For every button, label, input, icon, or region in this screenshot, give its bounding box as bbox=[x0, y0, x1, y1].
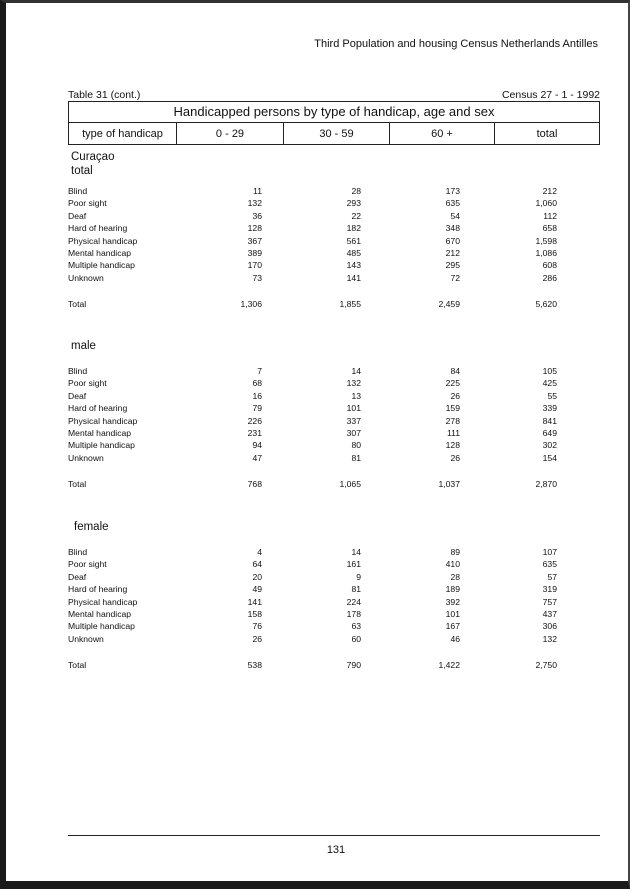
cell-value: 81 bbox=[351, 584, 361, 595]
cell-value: 47 bbox=[252, 452, 262, 463]
cell-value: 182 bbox=[346, 223, 361, 234]
row-label: Physical handicap bbox=[68, 415, 138, 426]
row-label: Multiple handicap bbox=[68, 260, 135, 271]
cell-value: 635 bbox=[445, 198, 460, 209]
row-label: Unknown bbox=[68, 633, 104, 644]
cell-value: 79 bbox=[252, 403, 262, 414]
cell-value: 437 bbox=[542, 608, 557, 619]
cell-value: 367 bbox=[247, 235, 262, 246]
cell-value: 339 bbox=[542, 403, 557, 414]
total-row bbox=[68, 478, 600, 490]
table-row bbox=[68, 272, 600, 284]
cell-value: 63 bbox=[351, 621, 361, 632]
cell-value: 1,065 bbox=[339, 479, 361, 490]
row-label: Hard of hearing bbox=[68, 223, 128, 234]
table-row bbox=[68, 197, 600, 209]
row-label: Deaf bbox=[68, 571, 87, 582]
cell-value: 46 bbox=[450, 633, 460, 644]
cell-value: 94 bbox=[252, 440, 262, 451]
cell-value: 81 bbox=[351, 452, 361, 463]
cell-value: 212 bbox=[542, 186, 557, 196]
cell-value: 485 bbox=[346, 247, 361, 258]
row-label: Physical handicap bbox=[68, 235, 138, 246]
cell-value: 141 bbox=[247, 596, 262, 607]
table-row bbox=[68, 210, 600, 222]
cell-value: 132 bbox=[346, 378, 361, 389]
cell-value: 11 bbox=[253, 186, 262, 196]
cell-value: 54 bbox=[450, 210, 460, 221]
cell-value: 2,750 bbox=[535, 660, 557, 671]
cell-value: 14 bbox=[351, 366, 361, 376]
cell-value: 36 bbox=[252, 210, 262, 221]
cell-value: 68 bbox=[252, 378, 262, 389]
cell-value: 64 bbox=[252, 559, 262, 570]
cell-value: 170 bbox=[247, 260, 262, 271]
cell-value: 302 bbox=[542, 440, 557, 451]
row-label: Mental handicap bbox=[68, 427, 132, 438]
row-label: Blind bbox=[68, 547, 88, 557]
cell-value: 128 bbox=[247, 223, 262, 234]
cell-value: 72 bbox=[450, 272, 460, 283]
cell-value: 7 bbox=[257, 366, 262, 376]
cell-value: 1,060 bbox=[535, 198, 557, 209]
cell-value: 212 bbox=[445, 247, 460, 258]
table-row bbox=[68, 235, 600, 247]
row-label: Mental handicap bbox=[68, 247, 132, 258]
section-label: female bbox=[74, 521, 109, 533]
cell-value: 111 bbox=[446, 427, 460, 438]
cell-value: 337 bbox=[346, 415, 361, 426]
total-row bbox=[68, 298, 600, 310]
cell-value: 16 bbox=[252, 390, 262, 401]
row-label: Poor sight bbox=[68, 378, 107, 389]
section-curacao-total bbox=[68, 150, 600, 311]
row-label: Blind bbox=[68, 186, 88, 196]
column-header: total bbox=[536, 128, 558, 140]
cell-value: 1,855 bbox=[339, 299, 361, 310]
cell-value: 20 bbox=[252, 571, 262, 582]
cell-value: 307 bbox=[346, 427, 361, 438]
cell-value: 608 bbox=[542, 260, 557, 271]
cell-value: 112 bbox=[543, 210, 557, 221]
cell-value: 1,422 bbox=[438, 660, 460, 671]
cell-value: 105 bbox=[542, 366, 557, 376]
cell-value: 76 bbox=[252, 621, 262, 632]
cell-value: 141 bbox=[346, 272, 361, 283]
running-header: Third Population and housing Census Netherlands Antilles bbox=[314, 38, 598, 50]
cell-value: 89 bbox=[450, 547, 460, 557]
cell-value: 128 bbox=[445, 440, 460, 451]
cell-value: 389 bbox=[247, 247, 262, 258]
section-male bbox=[68, 339, 600, 491]
cell-value: 670 bbox=[445, 235, 460, 246]
cell-value: 768 bbox=[247, 479, 262, 490]
table-row bbox=[68, 620, 600, 632]
cell-value: 561 bbox=[346, 235, 361, 246]
section-female bbox=[68, 520, 600, 672]
table-row bbox=[68, 558, 600, 570]
cell-value: 392 bbox=[445, 596, 460, 607]
table-row bbox=[68, 365, 600, 377]
cell-value: 658 bbox=[542, 223, 557, 234]
row-label: Total bbox=[68, 479, 87, 490]
table-row bbox=[68, 608, 600, 620]
row-label: Deaf bbox=[68, 210, 87, 221]
row-label: Total bbox=[68, 299, 87, 310]
table-row bbox=[68, 247, 600, 259]
region-label: Curaçao bbox=[71, 151, 115, 163]
cell-value: 159 bbox=[445, 403, 460, 414]
column-header: 30 - 59 bbox=[284, 123, 390, 145]
cell-value: 295 bbox=[445, 260, 460, 271]
cell-value: 167 bbox=[445, 621, 460, 632]
cell-value: 73 bbox=[252, 272, 262, 283]
cell-value: 278 bbox=[445, 415, 460, 426]
table-row bbox=[68, 571, 600, 583]
row-label: Deaf bbox=[68, 390, 87, 401]
table-label: Table 31 (cont.) bbox=[68, 89, 141, 101]
cell-value: 14 bbox=[351, 547, 361, 557]
cell-value: 1,086 bbox=[535, 247, 557, 258]
cell-value: 224 bbox=[346, 596, 361, 607]
row-label: Multiple handicap bbox=[68, 621, 135, 632]
table-header-box bbox=[68, 101, 600, 145]
row-label: Poor sight bbox=[68, 198, 107, 209]
cell-value: 319 bbox=[542, 584, 557, 595]
table-row bbox=[68, 402, 600, 414]
cell-value: 790 bbox=[346, 660, 361, 671]
row-label: Multiple handicap bbox=[68, 440, 135, 451]
cell-value: 101 bbox=[445, 608, 460, 619]
row-label: Mental handicap bbox=[68, 608, 132, 619]
total-row bbox=[68, 659, 600, 671]
cell-value: 2,459 bbox=[438, 299, 460, 310]
table-row bbox=[68, 546, 600, 558]
table-row bbox=[68, 259, 600, 271]
census-label: Census 27 - 1 - 1992 bbox=[501, 89, 600, 101]
table-row bbox=[68, 377, 600, 389]
cell-value: 306 bbox=[542, 621, 557, 632]
cell-value: 26 bbox=[450, 452, 460, 463]
cell-value: 348 bbox=[445, 223, 460, 234]
table-row bbox=[68, 415, 600, 427]
cell-value: 425 bbox=[542, 378, 557, 389]
cell-value: 410 bbox=[445, 559, 460, 570]
cell-value: 9 bbox=[356, 571, 361, 582]
cell-value: 173 bbox=[445, 186, 460, 196]
row-label: Poor sight bbox=[68, 559, 107, 570]
cell-value: 2,870 bbox=[535, 479, 557, 490]
footer-rule bbox=[68, 835, 600, 836]
column-header: type of handicap bbox=[69, 123, 177, 145]
cell-value: 189 bbox=[445, 584, 460, 595]
cell-value: 231 bbox=[247, 427, 262, 438]
cell-value: 1,306 bbox=[240, 299, 262, 310]
cell-value: 1,598 bbox=[535, 235, 557, 246]
row-label: Physical handicap bbox=[68, 596, 138, 607]
table-row bbox=[68, 185, 600, 197]
cell-value: 4 bbox=[257, 547, 262, 557]
cell-value: 1,037 bbox=[438, 479, 460, 490]
table-row bbox=[68, 427, 600, 439]
section-label: male bbox=[71, 340, 96, 352]
cell-value: 5,620 bbox=[535, 299, 557, 310]
row-label: Hard of hearing bbox=[68, 584, 128, 595]
cell-value: 13 bbox=[351, 390, 361, 401]
cell-value: 26 bbox=[252, 633, 262, 644]
row-label: Unknown bbox=[68, 272, 104, 283]
section-label: total bbox=[71, 165, 93, 177]
row-label: Hard of hearing bbox=[68, 403, 128, 414]
cell-value: 841 bbox=[542, 415, 557, 426]
cell-value: 132 bbox=[542, 633, 557, 644]
cell-value: 55 bbox=[547, 390, 557, 401]
table-row bbox=[68, 222, 600, 234]
row-label: Unknown bbox=[68, 452, 104, 463]
row-label: Blind bbox=[68, 366, 88, 376]
table-row bbox=[68, 633, 600, 645]
cell-value: 158 bbox=[247, 608, 262, 619]
cell-value: 107 bbox=[542, 547, 557, 557]
cell-value: 60 bbox=[351, 633, 361, 644]
cell-value: 22 bbox=[351, 210, 361, 221]
row-label: Total bbox=[68, 660, 87, 671]
cell-value: 143 bbox=[346, 260, 361, 271]
table-row bbox=[68, 583, 600, 595]
cell-value: 26 bbox=[450, 390, 460, 401]
cell-value: 225 bbox=[445, 378, 460, 389]
cell-value: 293 bbox=[346, 198, 361, 209]
cell-value: 635 bbox=[542, 559, 557, 570]
cell-value: 538 bbox=[247, 660, 262, 671]
cell-value: 57 bbox=[547, 571, 557, 582]
cell-value: 178 bbox=[346, 608, 361, 619]
table-row bbox=[68, 596, 600, 608]
cell-value: 28 bbox=[450, 571, 460, 582]
cell-value: 154 bbox=[542, 452, 557, 463]
cell-value: 757 bbox=[542, 596, 557, 607]
cell-value: 101 bbox=[346, 403, 361, 414]
cell-value: 132 bbox=[247, 198, 262, 209]
cell-value: 80 bbox=[351, 440, 361, 451]
column-header: 0 - 29 bbox=[177, 123, 284, 145]
cell-value: 49 bbox=[252, 584, 262, 595]
column-header: 60 + bbox=[390, 123, 495, 145]
cell-value: 28 bbox=[351, 186, 361, 196]
table-row bbox=[68, 390, 600, 402]
cell-value: 649 bbox=[542, 427, 557, 438]
table-title: Handicapped persons by type of handicap, age and sex bbox=[69, 102, 599, 123]
cell-value: 286 bbox=[542, 272, 557, 283]
cell-value: 84 bbox=[450, 366, 460, 376]
table-row bbox=[68, 452, 600, 464]
cell-value: 226 bbox=[247, 415, 262, 426]
page-number: 131 bbox=[326, 844, 346, 856]
cell-value: 161 bbox=[346, 559, 361, 570]
table-row bbox=[68, 439, 600, 451]
